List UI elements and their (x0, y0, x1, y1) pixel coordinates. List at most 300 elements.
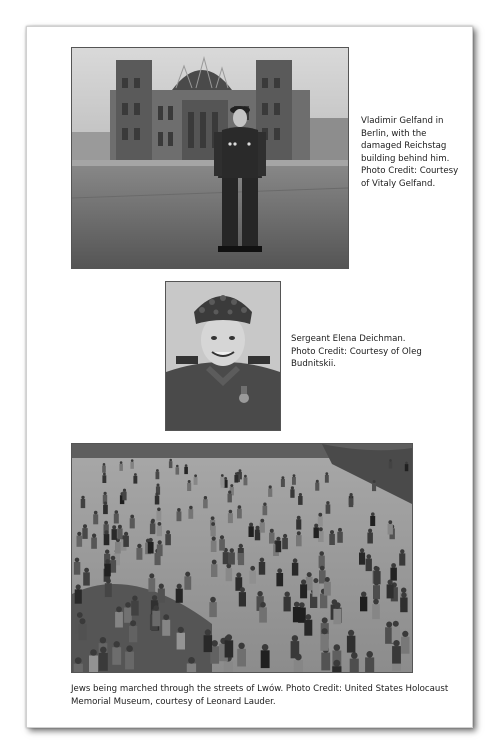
crowd-person-body (226, 568, 233, 581)
crowd-person-body (112, 529, 117, 540)
crowd-person-head (401, 588, 406, 593)
crowd-person-body (125, 652, 134, 670)
crowd-person-head (94, 511, 98, 515)
photo-gelfand-reichstag (71, 47, 349, 269)
crowd-person-body (224, 661, 233, 672)
crowd-person-head (92, 534, 96, 538)
crowd-person-head (105, 559, 110, 564)
crowd-person-body (281, 479, 285, 487)
crowd-person-body (169, 461, 173, 468)
crowd-person-head (205, 629, 211, 635)
crowd-person-body (374, 571, 381, 584)
crowd-person-body (372, 483, 376, 491)
crowd-person-body (318, 516, 323, 526)
crowd-person-head (76, 584, 81, 589)
crowd-person-body (112, 647, 121, 665)
crowd-person-head (338, 528, 342, 532)
caption-deichman: Sergeant Elena Deichman. Photo Credit: Courtesy of Oleg Budnitskii. (291, 334, 422, 370)
crowd-person-head (313, 578, 318, 583)
crowd-person-head (77, 532, 81, 536)
crowd-person-body (347, 636, 356, 653)
crowd-person-body (401, 637, 410, 654)
crowd-person-head (295, 654, 302, 661)
crowd-person-body (184, 467, 188, 474)
crowd-person-body (389, 462, 393, 469)
crowd-person-head (157, 508, 161, 512)
crowd-person-head (291, 486, 294, 489)
crowd-person-body (225, 640, 234, 657)
crowd-person-head (367, 554, 372, 559)
crowd-person-head (256, 526, 260, 530)
crowd-person-head (333, 660, 340, 667)
crowd-person-body (102, 475, 106, 483)
crowd-person-body (74, 562, 80, 575)
crowd-person-body (249, 526, 254, 537)
crowd-person-body (372, 604, 380, 619)
crowd-person-head (137, 544, 141, 548)
crowd-person-body (77, 536, 83, 547)
crowd-person-head (123, 489, 126, 492)
crowd-person-body (284, 597, 291, 612)
crowd-person-body (148, 578, 155, 592)
crowd-person-body (294, 660, 303, 672)
crowd-person-body (104, 564, 110, 577)
crowd-person-head (132, 596, 137, 601)
crowd-person-head (149, 538, 153, 542)
crowd-person-head (400, 549, 404, 553)
crowd-person-head (178, 627, 184, 633)
crowd-person-head (375, 567, 380, 572)
crowd-person-body (204, 635, 213, 652)
crowd-person-head (389, 459, 392, 462)
crowd-person-body (93, 514, 98, 524)
crowd-person-body (99, 653, 108, 671)
crowd-person-head (83, 524, 87, 528)
crowd-person-head (301, 579, 306, 584)
crowd-person-body (296, 535, 302, 546)
crowd-person-body (220, 477, 224, 485)
crowd-person-head (299, 602, 305, 608)
crowd-person-head (111, 556, 116, 561)
crowd-person-head (153, 605, 159, 611)
crowd-person-head (169, 459, 172, 462)
crowd-person-head (348, 630, 354, 636)
crowd-person-head (159, 584, 164, 589)
crowd-person-head (228, 491, 231, 494)
crowd-person-body (162, 620, 170, 636)
crowd-person-head (391, 563, 396, 568)
crowd-person-body (82, 528, 87, 539)
crowd-person-body (176, 467, 180, 474)
crowd-person-head (125, 602, 131, 608)
crowd-person-head (240, 587, 245, 592)
crowd-person-body (314, 527, 319, 538)
crowd-person-head (405, 462, 408, 465)
crowd-person-head (262, 644, 269, 651)
crowd-person-body (365, 657, 374, 672)
crowd-person-body (89, 656, 98, 673)
crowd-person-head (260, 602, 266, 608)
crowd-person-body (165, 534, 171, 545)
crowd-person-head (239, 549, 243, 553)
crowd-person-body (157, 526, 162, 537)
crowd-person-body (187, 483, 191, 491)
crowd-person-body (237, 509, 242, 519)
crowd-person-body (315, 483, 319, 491)
crowd-person-body (312, 583, 319, 597)
photo-deichman-portrait (165, 281, 281, 431)
crowd-person-head (361, 592, 366, 597)
crowd-person-head (297, 516, 301, 520)
crowd-person-body (104, 534, 110, 545)
crowd-person-head (351, 652, 358, 659)
crowd-person-body (261, 650, 270, 668)
crowd-person-body (187, 664, 196, 673)
crowd-person-body (390, 568, 397, 581)
crowd-person-head (335, 603, 341, 609)
crowd-person-head (322, 617, 328, 623)
crowd-person-head (155, 493, 158, 496)
crowd-person-head (185, 464, 188, 467)
crowd-person-head (134, 473, 137, 476)
crowd-person-head (316, 480, 319, 483)
crowd-person-head (100, 647, 107, 654)
crowd-person-head (221, 474, 224, 477)
crowd-person-body (131, 601, 139, 616)
crowd-person-body (228, 494, 232, 503)
crowd-person-head (210, 597, 216, 603)
crowd-person-head (297, 531, 301, 535)
crowd-person-head (238, 505, 242, 509)
crowd-person-body (367, 533, 373, 544)
crowd-scene (72, 444, 412, 672)
crowd-person-head (105, 530, 109, 534)
crowd-person-body (350, 659, 359, 672)
crowd-person-body (91, 538, 97, 549)
crowd-person-body (321, 653, 330, 671)
crowd-person-body (298, 496, 303, 505)
crowd-person-body (119, 464, 123, 471)
photo-lwow-crowd (71, 443, 413, 673)
crowd-person-body (177, 633, 185, 650)
crowd-person-body (203, 499, 208, 508)
crowd-person-head (388, 520, 392, 524)
crowd-person-head (325, 472, 328, 475)
crowd-person-head (239, 469, 242, 472)
crowd-person-body (370, 516, 375, 526)
crowd-person-head (130, 515, 134, 519)
crowd-person-head (104, 492, 107, 495)
crowd-person-body (115, 542, 121, 554)
crowd-person-head (236, 573, 241, 578)
crowd-person-head (177, 508, 181, 512)
crowd-person-head (188, 480, 191, 483)
crowd-person-head (293, 558, 298, 563)
crowd-person-body (211, 541, 217, 553)
crowd-person-head (116, 606, 122, 612)
crowd-person-head (106, 578, 111, 583)
crowd-person-body (103, 505, 108, 514)
reichstag-scene (72, 48, 348, 268)
crowd-person-head (322, 628, 328, 634)
crowd-person-head (75, 558, 80, 563)
crowd-person-head (368, 529, 372, 533)
crowd-person-head (212, 537, 216, 541)
crowd-person-head (158, 522, 162, 526)
crowd-person-head (366, 651, 373, 658)
book-page (26, 26, 473, 728)
crowd-person-head (294, 602, 300, 608)
crowd-person-head (75, 657, 82, 664)
crowd-person-body (122, 492, 126, 501)
crowd-person-body (177, 511, 182, 521)
crowd-person-head (239, 544, 243, 548)
crowd-person-body (269, 533, 275, 544)
crowd-person-body (102, 466, 106, 473)
caption-gelfand: Vladimir Gelfand in Berlin, with the damaged Reichstag building behind him. Photo Credit: Courtesy of Vitaly Gelfand. (361, 116, 459, 189)
crowd-person-body (124, 608, 132, 623)
crowd-person-head (325, 577, 330, 582)
crowd-person-body (79, 624, 87, 640)
crowd-person-body (359, 553, 365, 565)
crowd-person-head (166, 530, 170, 534)
crowd-person-body (263, 506, 268, 516)
crowd-person-head (188, 657, 195, 664)
crowd-person-head (124, 532, 128, 536)
crowd-person-head (320, 566, 325, 571)
crowd-person-head (103, 463, 106, 466)
crowd-person-head (120, 461, 123, 464)
crowd-person-body (337, 532, 343, 543)
crowd-person-body (130, 462, 134, 469)
crowd-person-body (228, 513, 233, 523)
crowd-person-body (366, 559, 372, 572)
crowd-person-body (326, 504, 331, 513)
crowd-person-head (177, 584, 182, 589)
crowd-person-body (324, 582, 331, 596)
crowd-person-head (105, 550, 109, 554)
crowd-person-body (130, 518, 135, 528)
crowd-person-body (333, 609, 341, 624)
crowd-person-head (149, 573, 154, 578)
crowd-person-head (285, 592, 290, 597)
crowd-person-body (211, 564, 217, 577)
crowd-person-head (77, 612, 83, 618)
caption-lwow: Jews being marched through the streets of Lwów. Photo Credit: United States Holocaust Memorial Museum, courtesy of Leonard Lauder. (71, 684, 449, 707)
crowd-person-head (319, 551, 324, 556)
crowd-person-body (319, 570, 326, 583)
crowd-person-head (314, 524, 318, 528)
crowd-person-head (319, 527, 323, 531)
crowd-person-head (269, 485, 272, 488)
crowd-person-head (293, 474, 296, 477)
crowd-person-body (115, 612, 123, 628)
crowd-person-head (152, 595, 157, 600)
crowd-person-body (318, 531, 324, 542)
crowd-person-body (320, 594, 327, 609)
crowd-person-head (318, 513, 322, 517)
crowd-person-body (320, 634, 328, 651)
crowd-person-body (300, 584, 307, 598)
crowd-person-body (123, 536, 129, 547)
crowd-person-body (400, 598, 407, 613)
crowd-person-head (157, 484, 160, 487)
crowd-person-body (152, 611, 160, 627)
portrait-scene (166, 282, 280, 430)
crowd-person-head (104, 502, 107, 505)
crowd-person-head (260, 519, 264, 523)
crowd-person-body (249, 571, 256, 584)
crowd-person-head (393, 640, 399, 646)
crowd-person-head (158, 540, 162, 544)
crowd-person-body (136, 548, 142, 560)
crowd-person-body (156, 472, 160, 480)
crowd-person-body (129, 626, 137, 642)
crowd-person-body (194, 477, 198, 485)
crowd-person-head (270, 529, 274, 533)
crowd-person-body (268, 488, 272, 497)
crowd-person-head (114, 641, 120, 647)
crowd-person-head (131, 459, 134, 462)
crowd-person-head (194, 474, 197, 477)
crowd-person-body (105, 583, 112, 597)
crowd-person-head (130, 620, 136, 626)
crowd-person-head (81, 496, 84, 499)
crowd-person-body (219, 539, 225, 550)
crowd-person-head (307, 572, 312, 577)
crowd-person-body (83, 572, 90, 585)
crowd-person-body (239, 592, 246, 606)
crowd-person-head (292, 635, 298, 641)
crowd-person-head (257, 591, 262, 596)
crowd-person-body (237, 649, 246, 667)
crowd-person-head (371, 512, 375, 516)
crowd-person-body (114, 514, 119, 524)
crowd-person-body (188, 509, 193, 519)
medal-icon (239, 393, 249, 403)
crowd-person-body (209, 602, 217, 617)
crowd-person-head (204, 496, 207, 499)
crowd-person-body (133, 476, 137, 484)
crowd-person-head (249, 523, 253, 527)
crowd-person-body (238, 553, 244, 565)
crowd-person-head (84, 568, 89, 573)
crowd-person-head (176, 465, 179, 468)
crowd-person-head (373, 599, 379, 605)
crowd-person-body (223, 552, 229, 564)
crowd-person-body (332, 666, 341, 672)
crowd-person-head (276, 537, 280, 541)
crowd-person-body (292, 477, 296, 485)
crowd-person-body (290, 489, 294, 498)
crowd-person-body (392, 646, 401, 664)
crowd-person-body (325, 475, 329, 483)
crowd-person-head (224, 477, 227, 480)
crowd-person-head (386, 622, 392, 628)
crowd-person-head (330, 530, 334, 534)
crowd-person-body (329, 534, 335, 545)
crowd-person-head (163, 614, 169, 620)
crowd-person-body (229, 552, 235, 564)
crowd-person-body (292, 563, 298, 576)
crowd-person-body (74, 664, 83, 672)
crowd-person-body (373, 585, 380, 599)
crowd-person-body (148, 542, 154, 554)
crowd-person-head (103, 473, 106, 476)
crowd-person-head (156, 469, 159, 472)
crowd-person-body (117, 529, 122, 540)
crowd-person-body (349, 498, 354, 507)
crowd-person-body (211, 526, 216, 537)
crowd-person-head (212, 560, 217, 565)
crowd-person-head (212, 640, 218, 646)
crowd-person-body (255, 530, 260, 541)
crowd-person-head (104, 521, 108, 525)
crowd-person-body (234, 475, 238, 483)
crowd-person-body (304, 620, 312, 636)
crowd-person-head (244, 475, 247, 478)
crowd-person-body (276, 541, 282, 553)
crowd-person-head (112, 525, 116, 529)
crowd-person-body (156, 511, 161, 521)
crowd-person-head (90, 649, 97, 656)
crowd-person-head (334, 644, 341, 651)
crowd-person-body (157, 544, 163, 556)
crowd-person-body (399, 553, 405, 565)
crowd-person-body (259, 562, 265, 575)
crowd-person-head (220, 535, 224, 539)
crowd-person-head (305, 614, 311, 620)
crowd-person-body (282, 538, 288, 549)
crowd-person-body (75, 589, 82, 603)
crowd-person-head (185, 572, 190, 577)
crowd-person-body (158, 589, 165, 603)
crowd-person-head (235, 472, 238, 475)
crowd-person-head (100, 637, 106, 643)
crowd-person-body (360, 597, 367, 612)
crowd-person-body (388, 524, 393, 535)
crowd-person-head (281, 476, 284, 479)
crowd-person-head (118, 525, 122, 529)
crowd-person-head (230, 484, 233, 487)
crowd-person-head (388, 580, 393, 585)
crowd-person-body (259, 607, 267, 622)
crowd-person-head (126, 645, 133, 652)
crowd-person-head (80, 618, 86, 624)
crowd-person-body (244, 477, 248, 485)
crowd-person-head (238, 643, 244, 649)
crowd-person-head (229, 510, 233, 514)
crowd-person-body (296, 519, 301, 529)
crowd-person-head (263, 503, 266, 506)
crowd-person-head (299, 493, 302, 496)
crowd-person-head (326, 501, 329, 504)
crowd-person-head (230, 548, 234, 552)
crowd-person-head (260, 558, 265, 563)
crowd-person-body (176, 589, 183, 603)
crowd-person-head (277, 568, 282, 573)
crowd-person-body (405, 464, 409, 471)
crowd-person-head (250, 566, 255, 571)
crowd-person-body (155, 496, 160, 505)
crowd-person-head (401, 592, 406, 597)
crowd-person-body (387, 584, 394, 598)
crowd-person-head (349, 495, 352, 498)
crowd-person-head (393, 621, 399, 627)
crowd-person-head (360, 548, 364, 552)
crowd-person-head (115, 510, 119, 514)
crowd-person-body (150, 524, 155, 535)
